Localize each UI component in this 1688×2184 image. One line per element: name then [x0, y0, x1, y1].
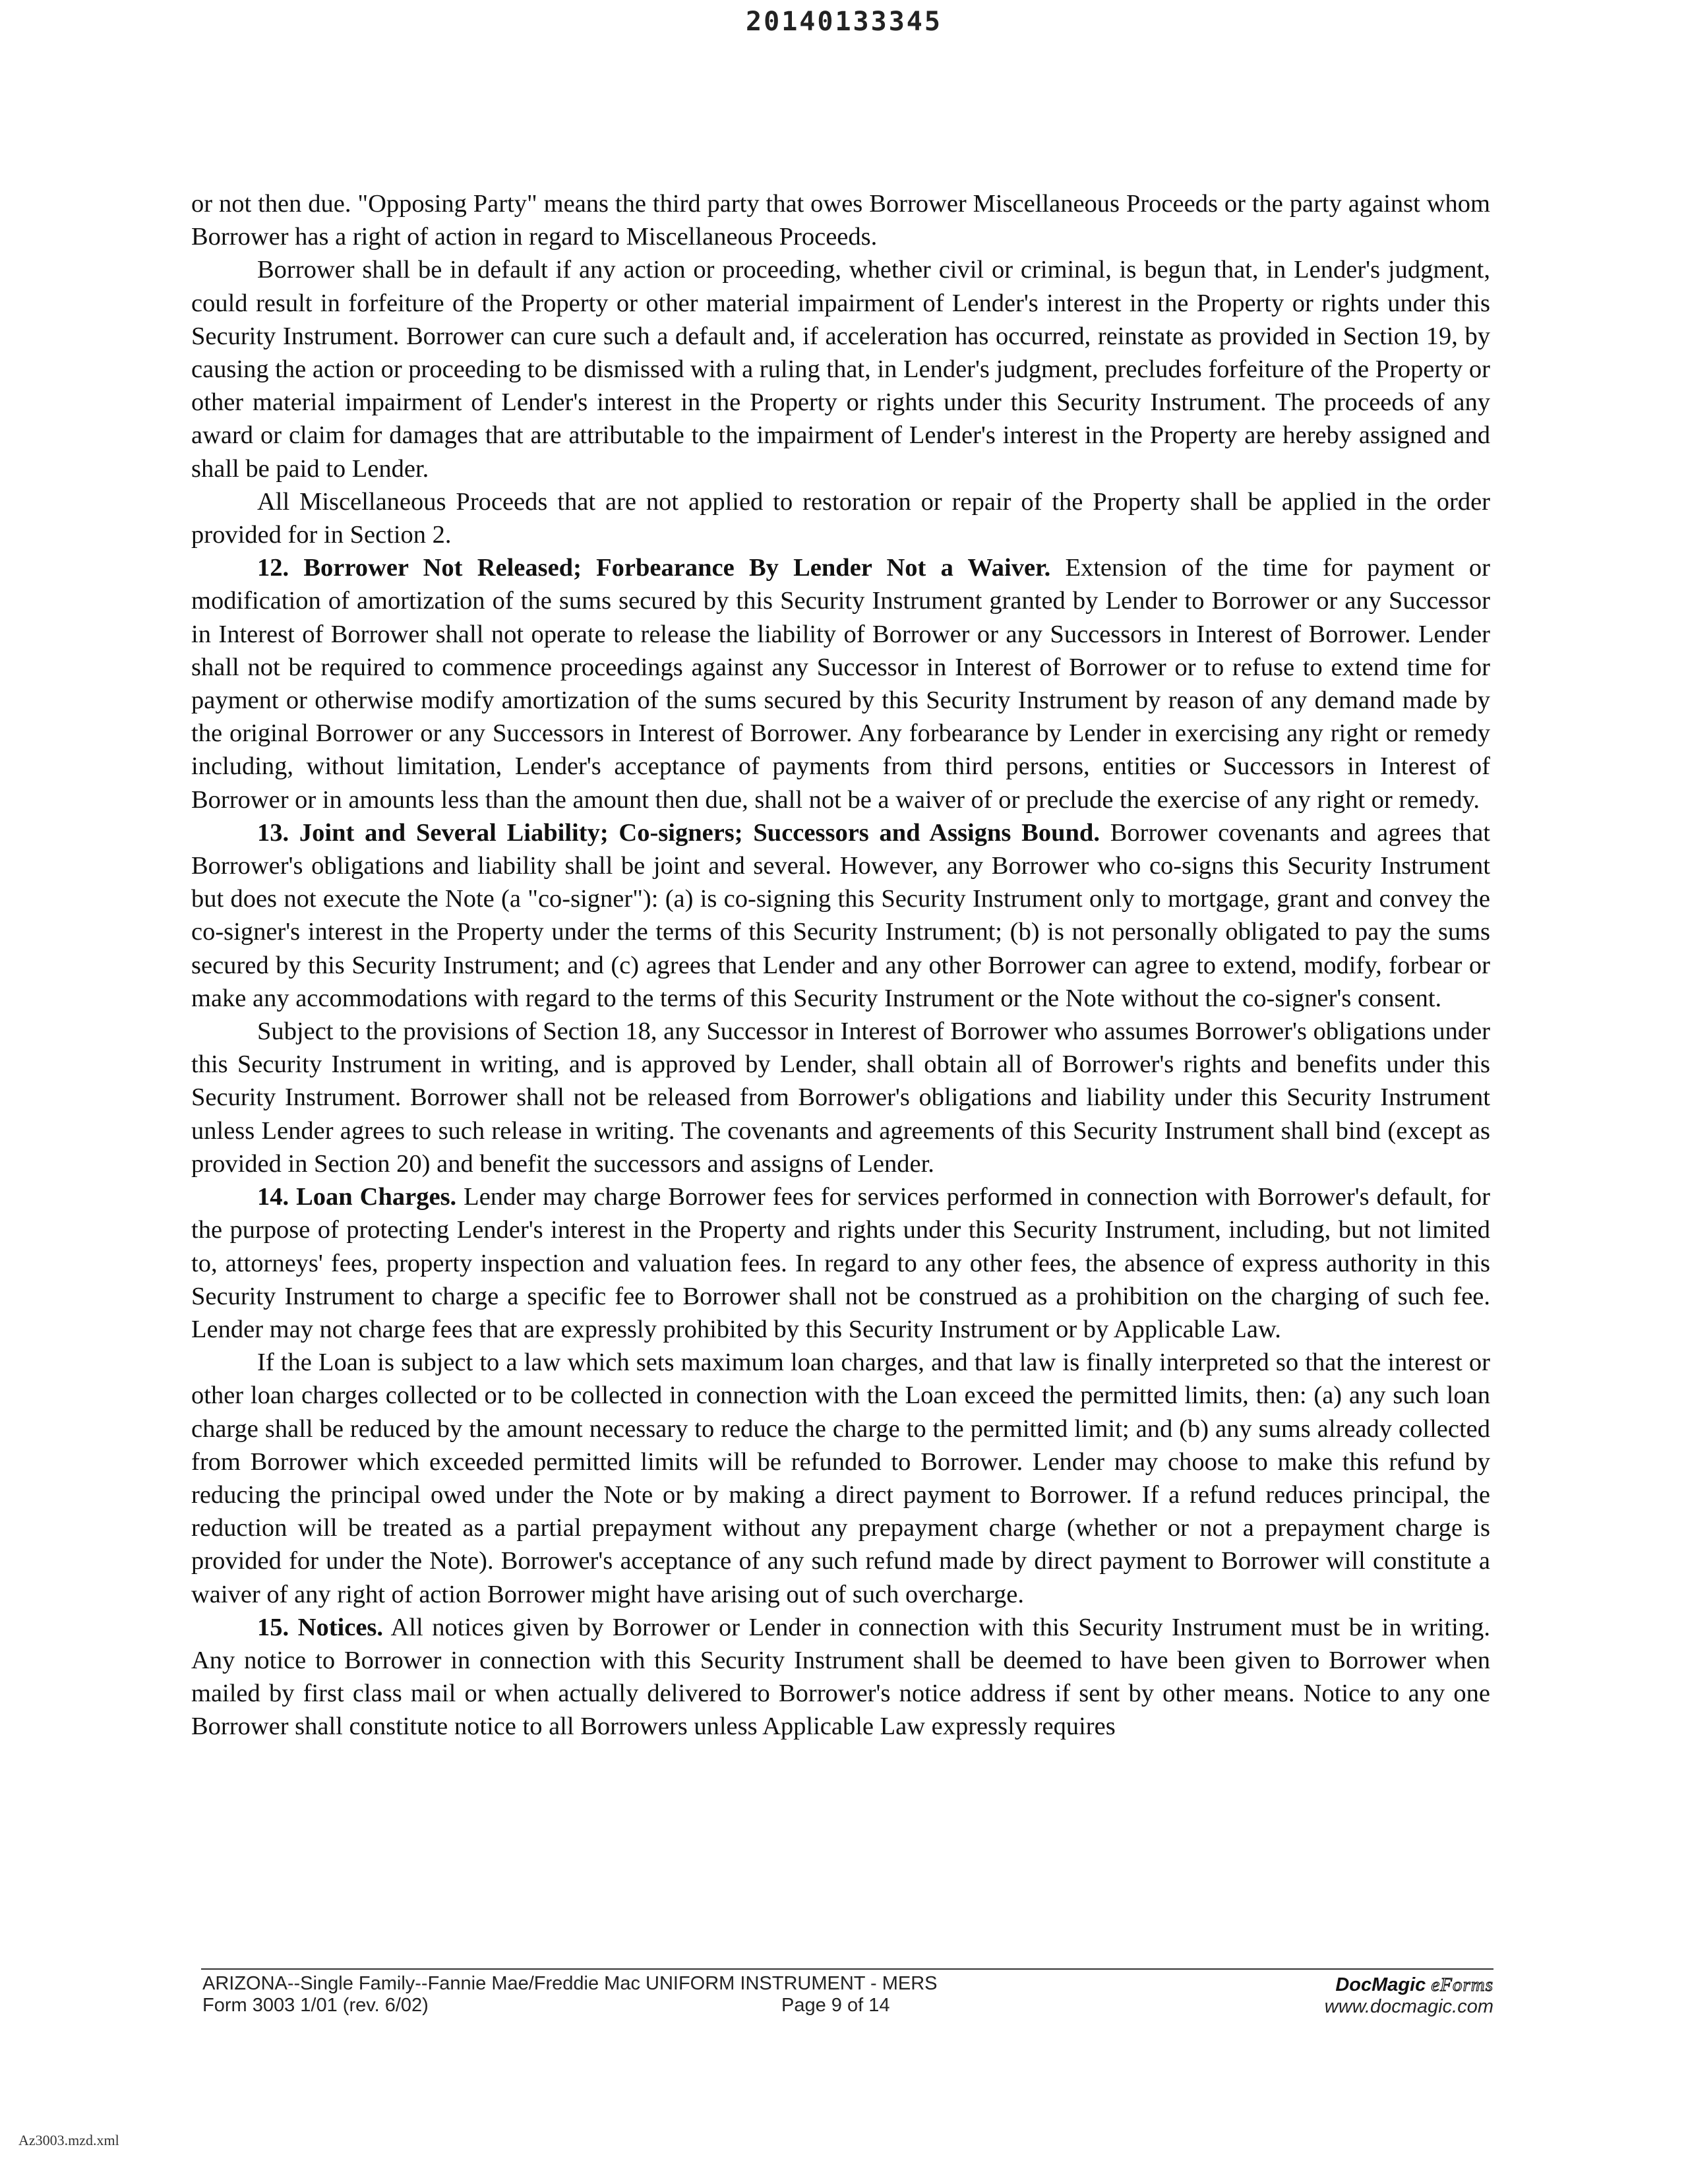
- section-14: [191, 1180, 1490, 1346]
- paragraph-default: Borrower shall be in default if any action or proceeding, whether civil or criminal, is begun that, in Lender's judgment, could result in forfeiture of the Property or other material impairment of Lender's interest in the Property or rights under this Security Instrument. Borrower can cure such a default and, if acceleration has occurred, reinstate as provided in Section 19, by causing the action or proceeding to be dismissed with a ruling that, in Lender's judgment, precludes forfeiture of the Property or other material impairment of Lender's interest in the Property or rights under this Security Instrument. The proceeds of any award or claim for damages that are attributable to the impairment of Lender's interest in the Property are hereby assigned and shall be paid to Lender.: [191, 256, 1490, 483]
- section-14-text: Lender may charge Borrower fees for services performed in connection with Borrower's default, for the purpose of protecting Lender's interest in the Property and rights under this Security Instrument, including, but not limited to, attorneys' fees, property inspection and valuation fees. In regard to any other fees, the absence of express authority in this Security Instrument to charge a specific fee to Borrower shall not be construed as a prohibition on the charging of such fee. Lender may not charge fees that are expressly prohibited by this Security Instrument or by Applicable Law.: [191, 1183, 1491, 1343]
- section-12-heading: 12. Borrower Not Released; Forbearance By Lender Not a Waiver.: [257, 554, 1051, 582]
- section-15: [191, 1611, 1490, 1744]
- paragraph-maximum-loan-charges: If the Loan is subject to a law which sets maximum loan charges, and that law is finally interpreted so that the interest or other loan charges collected or to be collected in connection with the Loan exceed the permitted limits, then: (a) any such loan charge shall be reduced by the amount necessary to reduce the charge to the permitted limit; and (b) any sums already collected from Borrower which exceeded permitted limits will be refunded to Borrower. Lender may choose to make this refund by reducing the principal owed under the Note or by making a direct payment to Borrower. If a refund reduces principal, the reduction will be treated as a partial prepayment without any prepayment charge (whether or not a prepayment charge is provided for under the Note). Borrower's acceptance of any such refund made by direct payment to Borrower will constitute a waiver of any right of action Borrower might have arising out of such overcharge.: [191, 1349, 1490, 1608]
- form-file-label: Az3003.mzd.xml: [18, 2132, 119, 2148]
- section-12: [191, 551, 1490, 816]
- section-12-text: Extension of the time for payment or modification of amortization of the sums secured by this Security Instrument granted by Lender to Borrower or any Successor in Interest of Borrower shall not operate to release the liability of Borrower or any Successors in Interest of Borrower. Lender shall not be required to commence proceedings against any Successor in Interest of Borrower or to refuse to extend time for payment or otherwise modify amortization of the sums secured by this Security Instrument by reason of any demand made by the original Borrower or any Successors in Interest of Borrower. Any forbearance by Lender in exercising any right or remedy including, without limitation, Lender's acceptance of payments from third persons, entities or Successors in Interest of Borrower or in amounts less than the amount then due, shall not be a waiver of or preclude the exercise of any right or remedy.: [191, 554, 1491, 814]
- document-number: 20140133345: [746, 7, 942, 37]
- section-13-text: Borrower covenants and agrees that Borrower's obligations and liability shall be joint and several. However, any Borrower who co-signs this Security Instrument but does not execute the Note (a "co-signer"): (a) is co-signing this Security Instrument only to mortgage, grant and convey the co-signer's interest in the Property under the terms of this Security Instrument; (b) is not personally obligated to pay the sums secured by this Security Instrument; and (c) agrees that Lender and any other Borrower can agree to extend, modify, forbear or make any accommodations with regard to the terms of this Security Instrument or the Note without the co-signer's consent.: [191, 818, 1490, 1012]
- brand-name: DocMagic: [1335, 1974, 1426, 1995]
- section-14-heading: 14. Loan Charges.: [257, 1183, 457, 1211]
- docmagic-logo: [1289, 1974, 1493, 1996]
- footer-divider: [201, 1968, 1493, 1970]
- paragraph-opposing-party: or not then due. "Opposing Party" means the third party that owes Borrower Miscellaneous Proceeds or the party against whom Borrower has a right of action in regard to Miscellaneous Proceeds.: [191, 190, 1490, 251]
- section-15-text: All notices given by Borrower or Lender in connection with this Security Instrument must be in writing. Any notice to Borrower in connection with this Security Instrument shall be deemed to have been given to Borrower when mailed by first class mail or when actually delivered to Borrower's notice address if sent by other means. Notice to any one Borrower shall constitute notice to all Borrowers unless Applicable Law expressly requires: [191, 1613, 1490, 1741]
- paragraph-miscellaneous-proceeds: All Miscellaneous Proceeds that are not applied to restoration or repair of the Property shall be applied in the order provided for in Section 2.: [191, 487, 1490, 549]
- footer-form-title: ARIZONA--Single Family--Fannie Mae/Freddie Mac UNIFORM INSTRUMENT - MERS: [202, 1973, 938, 1994]
- brand-product: eForms: [1431, 1974, 1493, 1995]
- paragraph-successor-interest: Subject to the provisions of Section 18, any Successor in Interest of Borrower who assumes Borrower's obligations under this Security Instrument in writing, and is approved by Lender, shall obtain all of Borrower's rights and benefits under this Security Instrument. Borrower shall not be released from Borrower's obligations and liability under this Security Instrument unless Lender agrees to such release in writing. The covenants and agreements of this Security Instrument shall bind (except as provided in Section 20) and benefit the successors and assigns of Lender.: [191, 1017, 1490, 1178]
- section-13: [191, 816, 1490, 1015]
- page-number: Page 9 of 14: [781, 1995, 890, 2016]
- section-13-heading: 13. Joint and Several Liability; Co-signers; Successors and Assigns Bound.: [257, 818, 1100, 847]
- footer-form-number: Form 3003 1/01 (rev. 6/02): [202, 1995, 429, 2016]
- document-body: [191, 187, 1490, 1744]
- section-15-heading: 15. Notices.: [257, 1613, 384, 1641]
- brand-url: www.docmagic.com: [1324, 1996, 1493, 2017]
